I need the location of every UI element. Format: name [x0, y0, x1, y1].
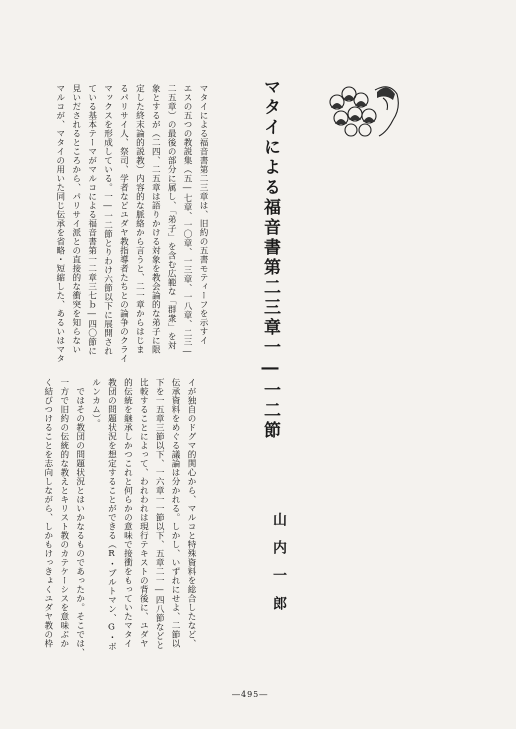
text-line: マルコが、マタイの用いた同じ伝承を省略・短縮した、あるいはマタ	[54, 84, 65, 363]
text-line: ではその教団の問題状況とはいかなるものであったか。そこでは、	[74, 378, 85, 657]
text-line: 下を一五章三節以下、一六章一一節以下、五章二一―四八節などと	[154, 378, 165, 650]
article-title: マタイによる福音書第二三章一―一二節	[260, 78, 280, 441]
text-line: 定した終末論的説教）内容的な脈絡から言うと、二一章からはじま	[134, 84, 145, 354]
text-line: 的伝統を継承しかつこれと何らかの意味で接衝をもっていたマタイ	[122, 378, 133, 648]
page-number: ―495―	[232, 690, 269, 699]
crowd-engraving-icon	[327, 80, 405, 140]
text-line: エスの五つの教説集（五―七章、一〇章、一三章、一八章、二三―	[182, 84, 193, 357]
text-line: 象とするが（二四、二五章は語りかける対象を教会論的な弟子に限	[150, 84, 161, 354]
text-line: マタイによる福音書第二三章は、旧約の五書モティーフを示すイ	[198, 84, 208, 345]
text-line: 見いだされるところから、パリサイ派との直接的な衝突を知らない	[70, 84, 81, 354]
text-line: 二五章）の最後の部分に属し、「弟子」を含む広範な「群衆」を対	[166, 84, 177, 350]
text-line: ている基本テーマがマルコによる福音書第一二章三七ｂ―四〇節に	[86, 84, 97, 356]
text-line: 比較することによって、われわれは現行テキストの背後に、ユダヤ	[138, 378, 149, 648]
body-text-lower	[38, 378, 198, 657]
text-line: 一方で旧約の伝統的な教えとキリスト教のカテケーシスを意味ぶか	[58, 378, 69, 648]
author-name: 山内一郎	[271, 512, 287, 624]
text-line: 教団の問題状況を想定することができる（R・ブルトマン、G・ボ	[106, 378, 117, 651]
text-line: ルンカム）。	[90, 378, 101, 428]
text-line: るパリサイ人、祭司、学者などユダヤ教指導者たちとの論争のクライ	[118, 84, 129, 363]
body-text-upper	[54, 84, 210, 363]
text-line: 伝承資料をめぐる議論は分かれる。しかし、いずれにせよ、二節以	[170, 378, 181, 648]
text-line: マックスを形成している。一―一二節とりわけ六節以下に展開され	[102, 84, 113, 356]
text-line: く結びつけることを志向しながら、しかもけっきょくユダヤ教の枠	[42, 378, 53, 648]
text-line: イが独自のドグマ的関心から、マルコと特殊資料を総合したなど、	[186, 378, 196, 648]
